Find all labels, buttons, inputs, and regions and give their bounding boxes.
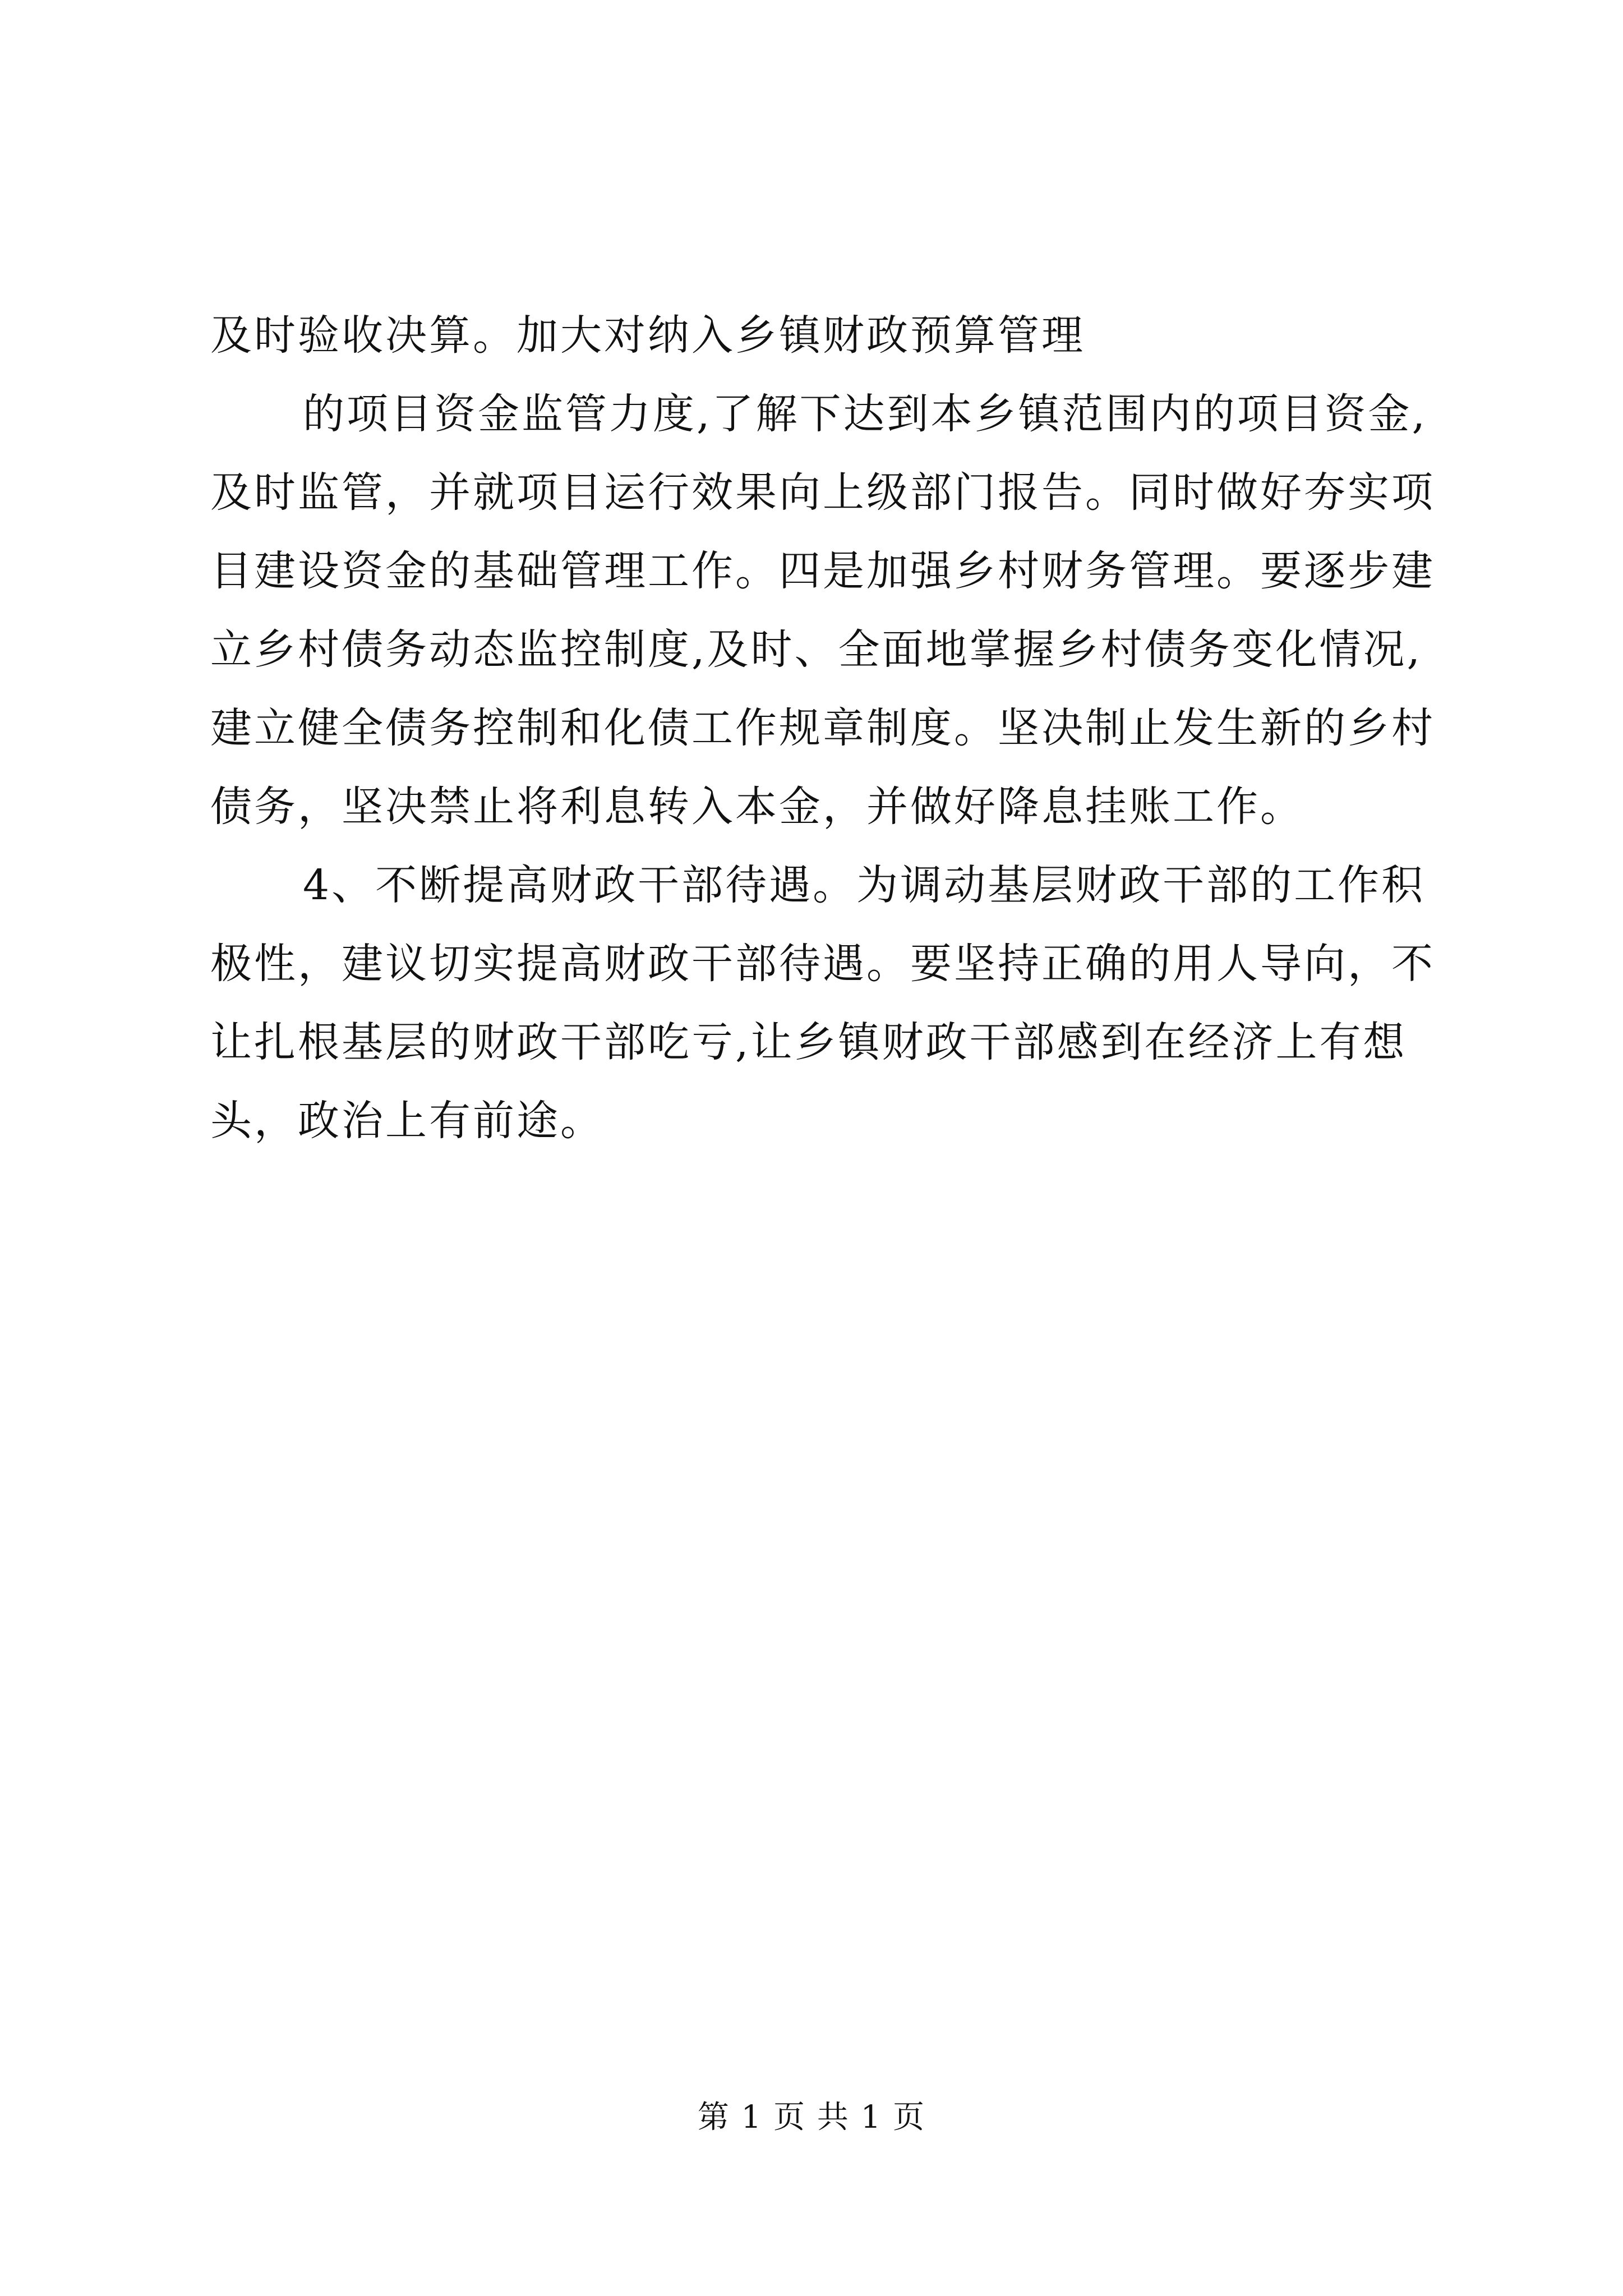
text-line: 及时验收决算。加大对纳入乡镇财政预算管理 [210,311,1085,360]
text-line: 头，政治上有前途。 [210,1097,604,1145]
text-line: 建立健全债务控制和化债工作规章制度。坚决制止发生新的乡村 [210,704,1435,752]
page-number-footer: 第 1 页 共 1 页 [697,2099,926,2136]
text-line: 4、不断提高财政干部待遇。为调动基层财政干部的工作积 [303,861,1426,909]
text-line: 及时监管，并就项目运行效果向上级部门报告。同时做好夯实项 [210,468,1435,517]
text-line: 立乡村债务动态监控制度,及时、全面地掌握乡村债务变化情况, [210,625,1423,674]
text-line: 让扎根基层的财政干部吃亏,让乡镇财政干部感到在经济上有想 [210,1018,1407,1066]
text-line: 目建设资金的基础管理工作。四是加强乡村财务管理。要逐步建 [210,547,1435,595]
text-line: 的项目资金监管力度,了解下达到本乡镇范围内的项目资金, [303,390,1428,438]
text-line: 债务，坚决禁止将利息转入本金，并做好降息挂账工作。 [210,783,1304,831]
text-line: 极性，建议切实提高财政干部待遇。要坚持正确的用人导向，不 [210,940,1435,988]
